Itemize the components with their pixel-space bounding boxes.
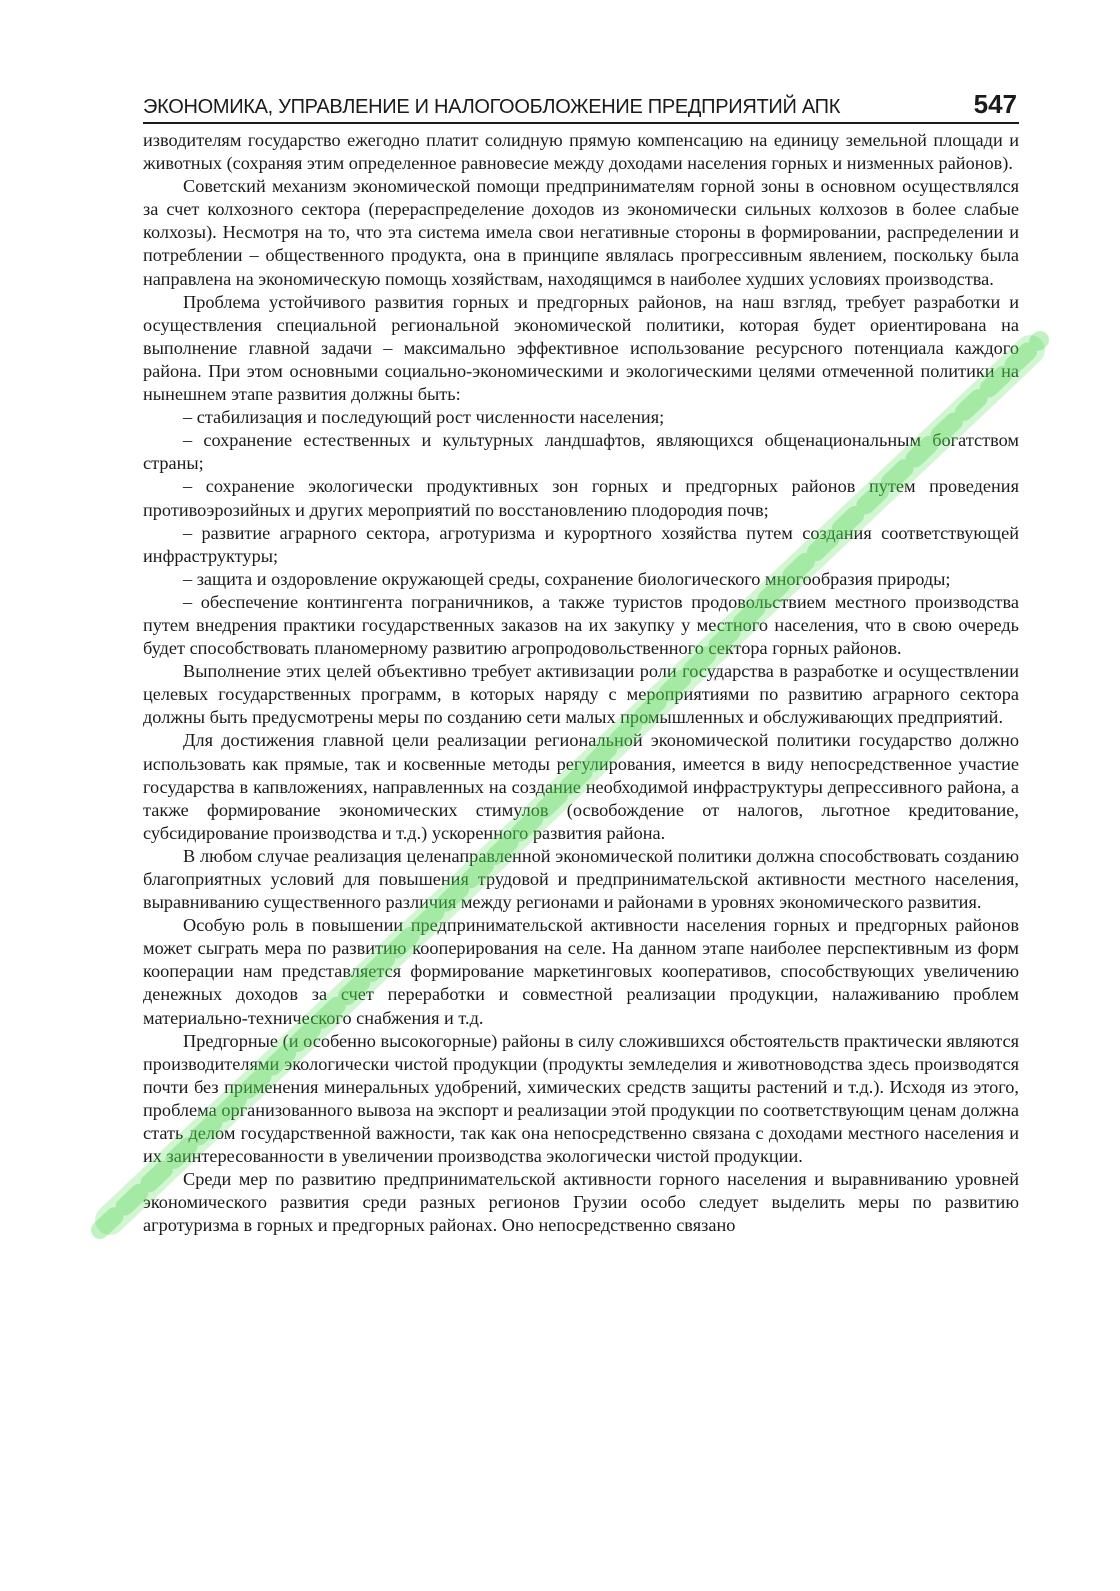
header-title: ЭКОНОМИКА, УПРАВЛЕНИЕ И НАЛОГООБЛОЖЕНИЕ ПРЕДПРИЯТИЙ АПК — [143, 96, 841, 118]
paragraph: В любом случае реализация целенаправленной экономической политики должна способствовать созданию благоприятных условий для повышения трудовой и предпринимательской активности местного населения, выравниванию существенного различия между регионами и районами в уровнях экономического развития. — [143, 845, 1019, 913]
paragraph: Для достижения главной цели реализации региональной экономической политики государство должно использовать как прямые, так и косвенные методы регулирования, имеется в виду непосредственное участие государства в капвложениях, направленных на создание необходимой инфраструктуры депрессивного района, а также формирование экономических стимулов (освобождение от налогов, льготное кредитование, субсидирование производства и т.д.) ускоренного развития района. — [143, 730, 1019, 843]
page-number: 547 — [973, 89, 1017, 119]
paragraph: изводителям государство ежегодно платит солидную прямую компенсацию на единицу земельной площади и животных (сохраняя этим определенное равновесие между доходами населения горных и низменных районов). — [143, 130, 1019, 174]
paragraph: Среди мер по развитию предпринимательской активности горного населения и выравниванию уровней экономического развития среди разных регионов Грузии особо следует выделить меры по развитию агротуризма в горных и предгорных районах. Оно непосредственно связано — [143, 1169, 1019, 1236]
list-item: – защита и оздоровление окружающей среды, сохранение биологического многообразия природы; — [183, 568, 951, 589]
list-item: – сохранение естественных и культурных ландшафтов, являющихся общенациональным богатством страны; — [143, 430, 1019, 474]
document-page — [143, 86, 1019, 1238]
paragraph: Советский механизм экономической помощи предпринимателям горной зоны в основном осуществлялся за счет колхозного сектора (перераспределение доходов из экономически сильных колхозов в более слабые колхозы). Несмотря на то, что эта система имела свои негативные стороны в формировании, распределении и потреблении – общественного продукта, она в принципе являлась прогрессивным явлением, поскольку была направлена на экономическую помощь хозяйствам, находящимся в наиболее худших условиях производства. — [143, 176, 1019, 289]
paragraph: Предгорные (и особенно высокогорные) районы в силу сложившихся обстоятельств практически являются производителями экологически чистой продукции (продукты земледелия и животноводства здесь производятся почти без применения минеральных удобрений, химических средств защиты растений и т.д.). Исходя из этого, проблема организованного вывоза на экспорт и реализации этой продукции по соответствующим ценам должна стать делом государственной важности, так как она непосредственно связана с доходами местного населения и их заинтересованности в увеличении производства экологически чистой продукции. — [143, 1030, 1019, 1167]
paragraph: Проблема устойчивого развития горных и предгорных районов, на наш взгляд, требует разработки и осуществления специальной региональной экономической политики, которая будет ориентирована на выполнение главной задачи – максимально эффективное использование ресурсного потенциала каждого района. При этом основными социально-экономическими и экологическими целями отмеченной политики на нынешнем этапе развития должны быть: — [143, 291, 1019, 405]
body-text — [143, 129, 1019, 1238]
list-item: – развитие аграрного сектора, агротуризма и курортного хозяйства путем создания соответствующей инфраструктуры; — [143, 522, 1019, 566]
paragraph: Особую роль в повышении предпринимательской активности населения горных и предгорных районов может сыграть мера по развитию кооперирования на селе. На данном этапе наиболее перспективным из форм кооперации нам представляется формирование маркетинговых кооперативов, способствующих увеличению денежных доходов за счет переработки и совместной реализации продукции, налаживанию проблем материально-технического снабжения и т.д. — [143, 915, 1019, 1028]
list-item: – стабилизация и последующий рост численности населения; — [183, 407, 665, 428]
paragraph: Выполнение этих целей объективно требует активизации роли государства в разработке и осуществлении целевых государственных программ, в которых наряду с мероприятиями по развитию аграрного сектора должны быть предусмотрены меры по созданию сети малых промышленных и обслуживающих предприятий. — [143, 661, 1019, 728]
running-header — [143, 86, 1019, 124]
list-item: – сохранение экологически продуктивных зон горных и предгорных районов путем проведения противоэрозийных и других мероприятий по восстановлению плодородия почв; — [143, 476, 1019, 520]
list-item: – обеспечение контингента пограничников, а также туристов продовольствием местного производства путем внедрения практики государственных заказов на их закупку у местного населения, что в свою очередь будет способствовать планомерному развитию агропродовольственного сектора горных районов. — [143, 591, 1019, 659]
